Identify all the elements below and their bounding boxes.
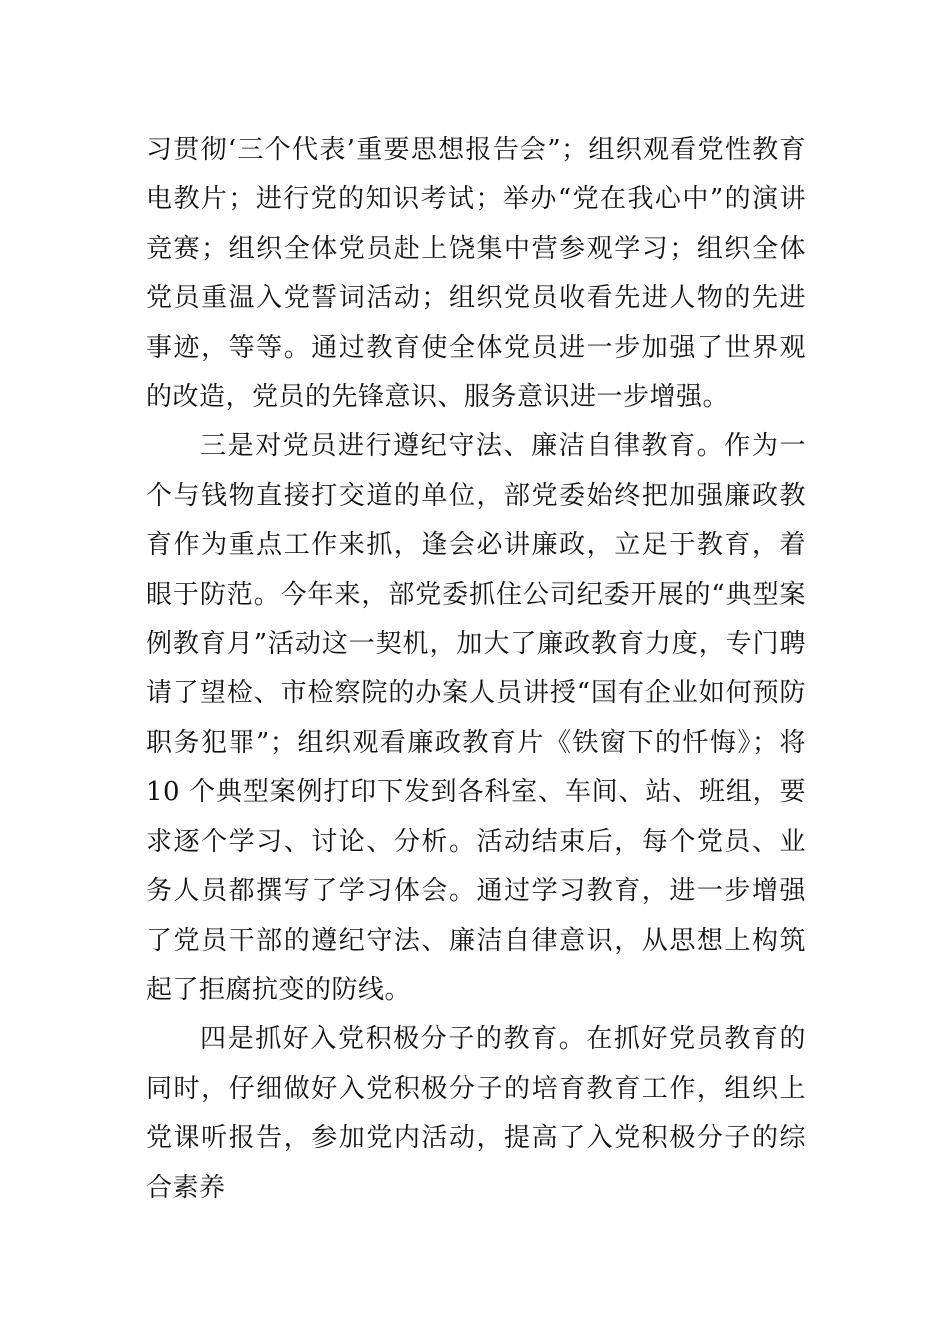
paragraph-continuation: 习贯彻‘三个代表’重要思想报告会”；组织观看党性教育电教片；进行党的知识考试；举办“党在我心中”的演讲竞赛；组织全体党员赴上饶集中营参观学习；组织全体党员重温入党誓词活动；组织党员收看先进人物的先进事迹，等等。通过教育使全体党员进一步加强了世界观的改造，党员的先锋意识、服务意识进一步增强。 [146,135,806,413]
paragraph-activist-education: 四是抓好入党积极分子的教育。在抓好党员教育的同时，仔细做好入党积极分子的培育教育工作，组织上党课听报告，参加党内活动，提高了入党积极分子的综合素养 [146,1024,806,1203]
paragraph-discipline-education: 三是对党员进行遵纪守法、廉洁自律教育。作为一个与钱物直接打交道的单位，部党委始终把加强廉政教育作为重点工作来抓，逢会必讲廉政，立足于教育，着眼于防范。今年来，部党委抓住公司纪委开展的“典型案例教育月”活动这一契机，加大了廉政教育力度，专门聘请了望检、市检察院的办案人员讲授“国有企业如何预防职务犯罪”；组织观看廉政教育片《铁窗下的忏悔》；将 10 个典型案例打印下发到各科室、车间、站、班组，要求逐个学习、讨论、分析。活动结束后，每个党员、业务人员都撰写了学习体会。通过学习教育，进一步增强了党员干部的遵纪守法、廉洁自律意识，从思想上构筑起了拒腐抗变的防线。 [146,431,806,1005]
body-text [146,126,806,1213]
